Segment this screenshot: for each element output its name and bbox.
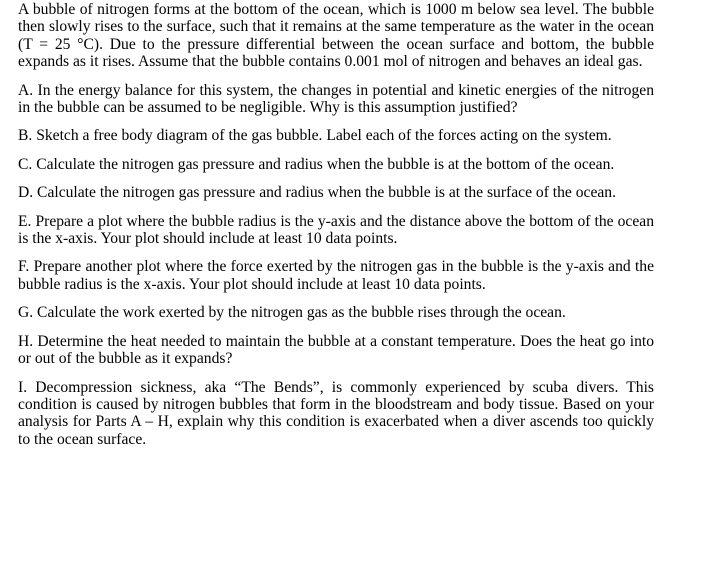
problem-intro: A bubble of nitrogen forms at the bottom of the ocean, which is 1000 m below sea level. The bubble then slowly rises to the surface, such that it remains at the same temperature as the water in the ocean (T = 25 °C). Due to the pressure differential between the ocean surface and bottom, the bubble expands as it rises. Assume that the bubble contains 0.001 mol of nitrogen and behaves an ideal gas. [18,1,654,71]
question-d: D. Calculate the nitrogen gas pressure and radius when the bubble is at the surface of the ocean. [18,184,616,202]
question-b: B. Sketch a free body diagram of the gas bubble. Label each of the forces acting on the system. [18,127,612,145]
question-f: F. Prepare another plot where the force exerted by the nitrogen gas in the bubble is the y-axis and the bubble radius is the x-axis. Your plot should include at least 10 data points. [18,258,654,293]
question-h: H. Determine the heat needed to maintain the bubble at a constant temperature. Does the heat go into or out of the bubble as it expands? [18,332,654,368]
question-c: C. Calculate the nitrogen gas pressure and radius when the bubble is at the bottom of the ocean. [18,155,615,173]
problem-document [18,0,654,448]
question-e: E. Prepare a plot where the bubble radius is the y-axis and the distance above the bottom of the ocean is the x-axis. Your plot should include at least 10 data points. [18,212,654,248]
question-i: I. Decompression sickness, aka “The Bends”, is commonly experienced by scuba divers. This condition is caused by nitrogen bubbles that form in the bloodstream and body tissue. Based on your analysis for Parts A – H, explain why this condition is exacerbated when a diver ascends too quickly to the ocean surface. [18,378,654,448]
question-a: A. In the energy balance for this system, the changes in potential and kinetic energies of the nitrogen in the bubble can be assumed to be negligible. Why is this assumption justified? [18,81,654,117]
question-g: G. Calculate the work exerted by the nitrogen gas as the bubble rises through the ocean. [18,304,566,322]
